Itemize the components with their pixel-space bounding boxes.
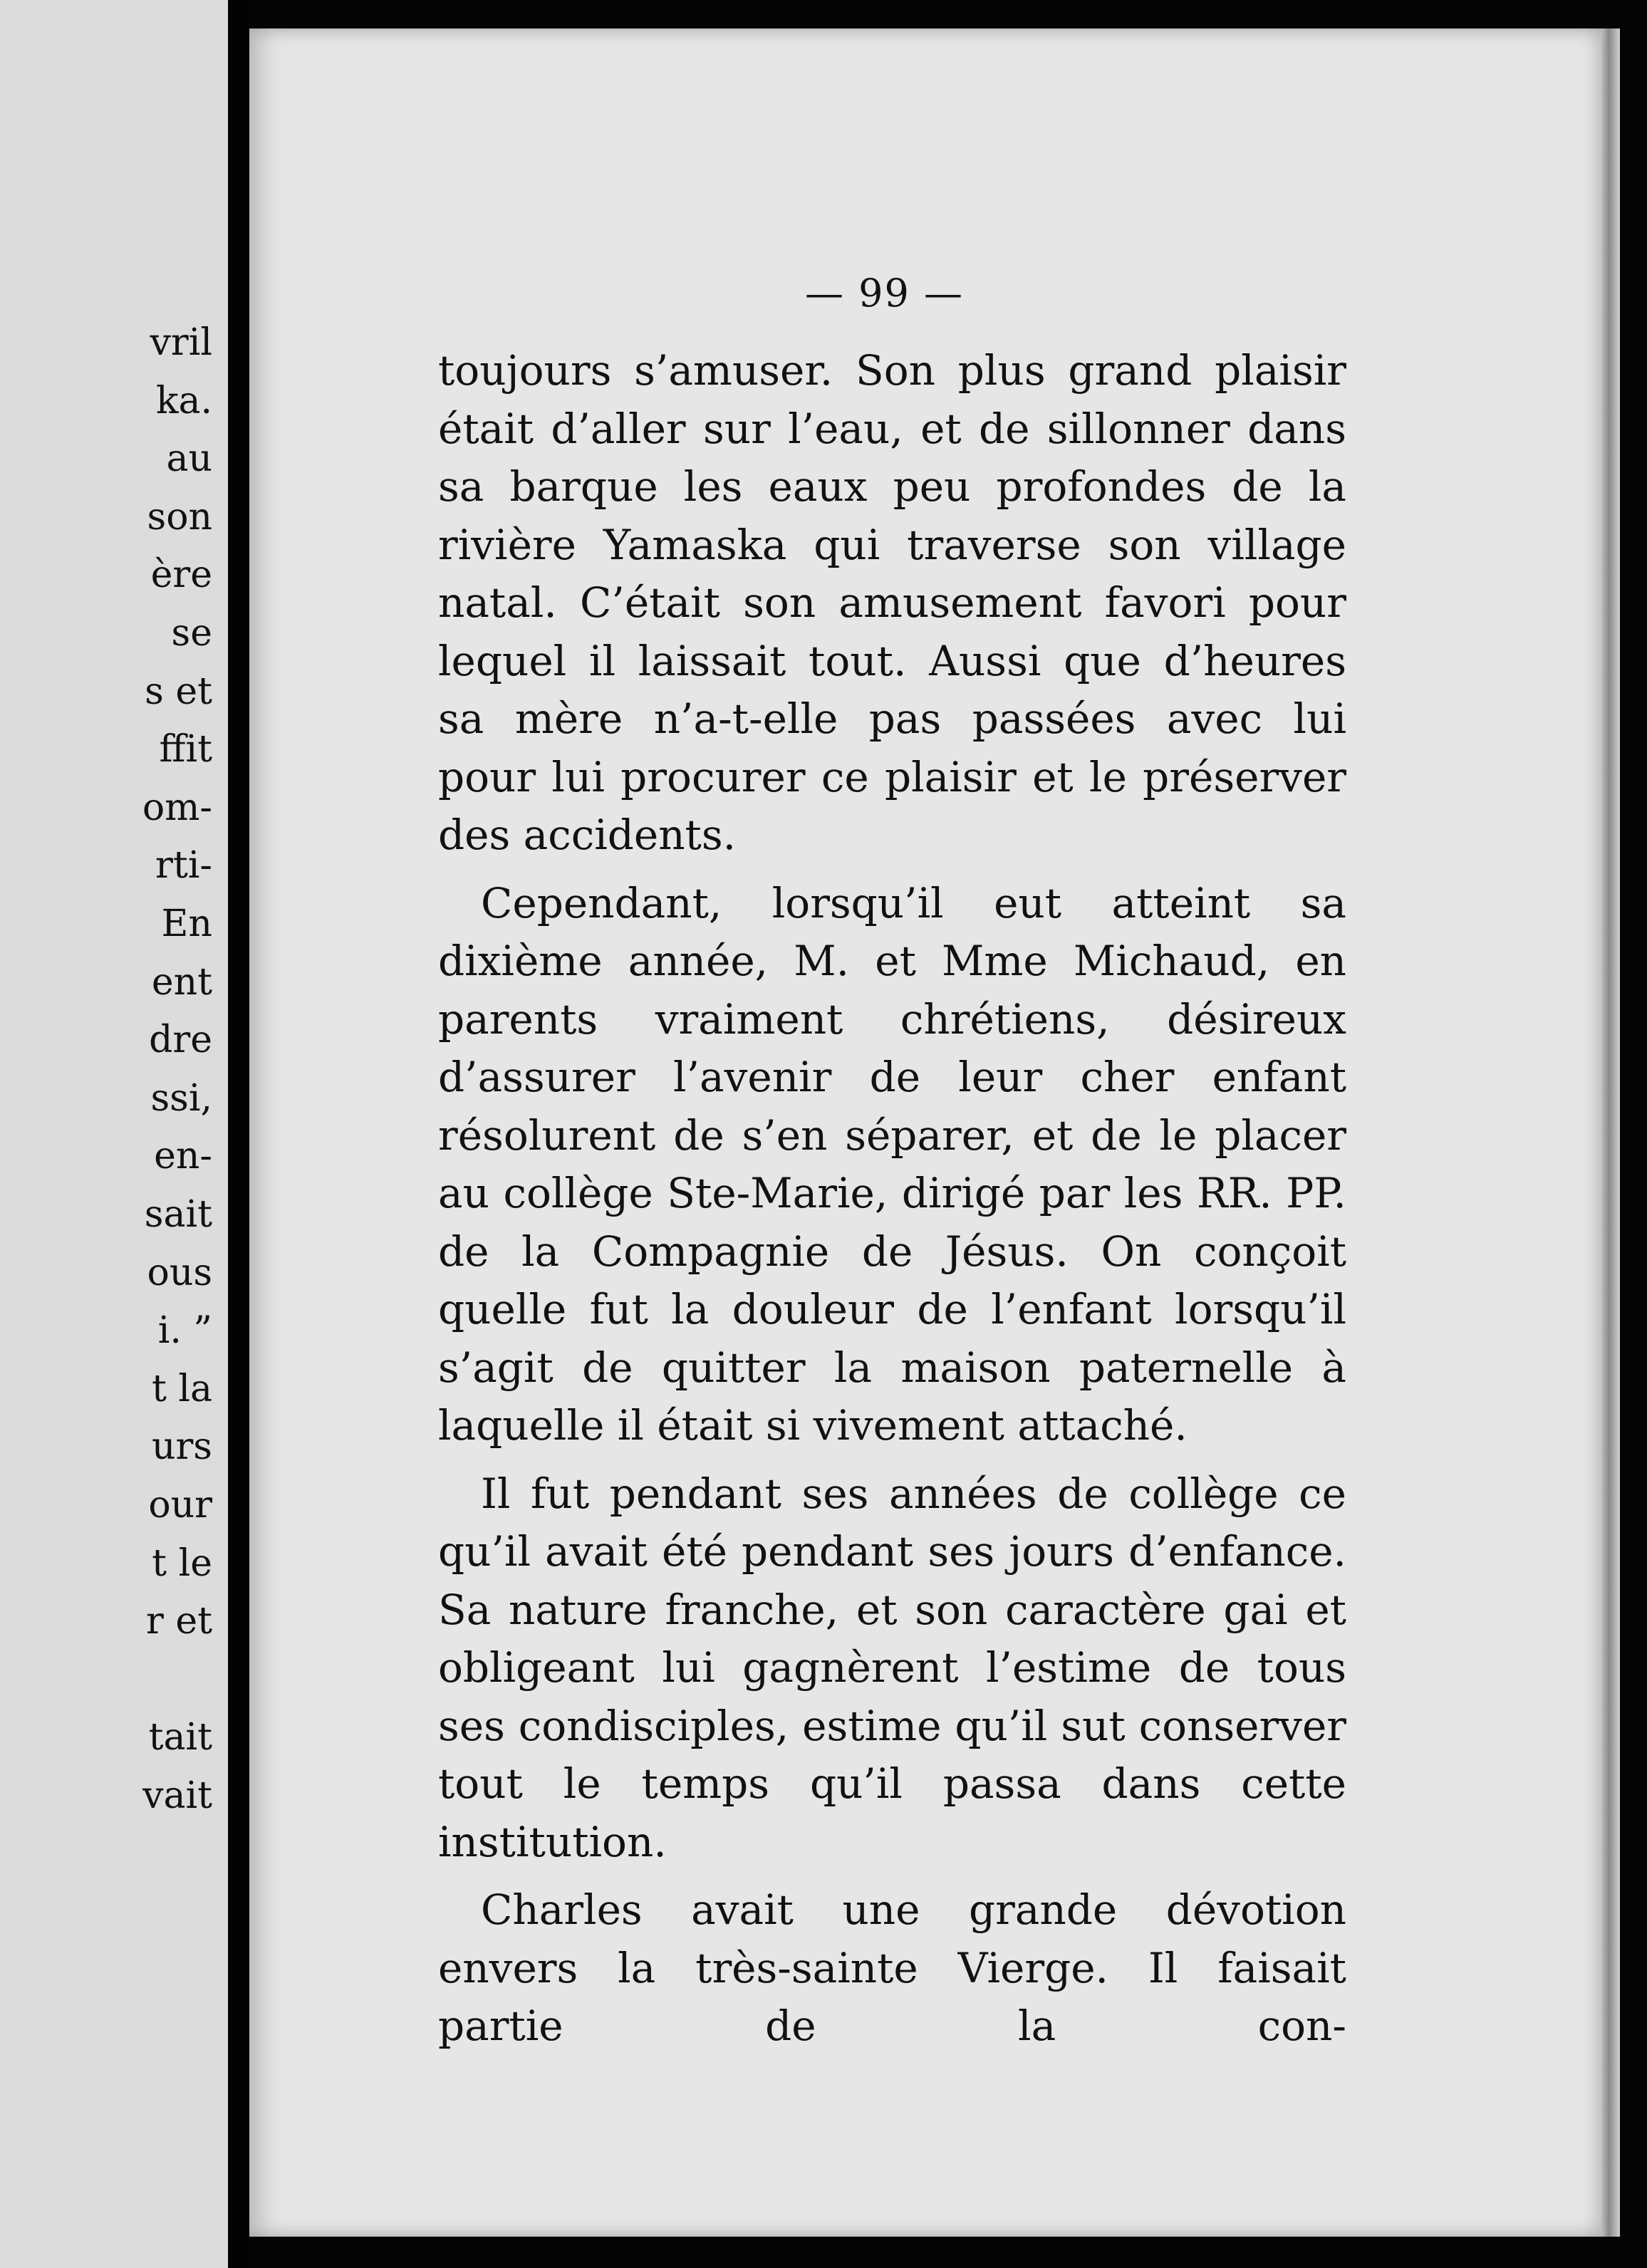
page-edge-shadow [1601,28,1620,2237]
left-page-line: ssi, [150,1076,212,1120]
paragraph-1: toujours s’amuser. Son plus grand plaisir était d’aller sur l’eau, et de sillonner dans sa barque les eaux peu profondes de la rivière Yamaska qui traverse son village natal. C’était son amusement favori pour lequel il laissait tout. Aussi que d’heures sa mère n’a-t-elle pas passées avec lui pour lui procurer ce plaisir et le préserver des accidents. [438,346,1346,859]
left-page-line: sait [144,1193,212,1236]
left-page-line: dre [149,1019,212,1062]
paragraph-2: Cependant, lorsqu’il eut atteint sa dixième année, M. et Mme Michaud, en parents vraiment chrétiens, désireux d’assurer l’avenir de leur cher enfant résolurent de s’en séparer, et de le placer au collège Ste-Marie, dirigé par les RR. PP. de la Compagnie de Jésus. On conçoit quelle fut la douleur de l’enfant lorsqu’il s’agit de quitter la maison paternelle à laquelle il était si vivement attaché. [438,878,1346,1450]
paragraph-3: Il fut pendant ses années de collège ce qu’il avait été pendant ses jours d’enfance. Sa nature franche, et son caractère gai et obligeant lui gagnèrent l’estime de tous ses condisciples, estime qu’il sut conserver tout le temps qu’il passa dans cette institution. [438,1469,1346,1866]
body-text [438,342,1346,2056]
left-page-line: ffit [159,728,212,771]
left-page-line: vril [150,321,212,364]
left-page-line: son [147,495,212,539]
page-number: — 99 — [805,271,965,316]
left-page-line: en- [154,1135,212,1178]
left-page-line: ka. [155,379,212,422]
left-page-line: s et [145,670,212,713]
left-page-line: En [161,902,212,945]
left-page-line: ous [147,1251,212,1294]
left-page-line: t la [151,1367,212,1410]
left-page-line: our [148,1484,212,1526]
left-page-line: urs [151,1425,212,1469]
left-page-line: ère [150,553,212,597]
book-gutter [228,0,249,2268]
left-page-line: r et [145,1600,212,1643]
left-page-line: i. ” [157,1309,212,1353]
left-page-line: ent [151,960,212,1004]
left-page-line: tait [148,1716,212,1759]
left-page-line: vait [142,1774,212,1817]
left-page-edge [0,0,228,2268]
paragraph-4: Charles avait une grande dévotion envers la très-sainte Vierge. Il faisait partie de la con- [438,1885,1346,2050]
left-page-line: t le [152,1541,212,1585]
left-page-line: rti- [155,844,212,888]
left-page-line: se [171,612,212,655]
left-page-line: au [166,437,212,481]
left-page-line: om- [142,786,212,829]
